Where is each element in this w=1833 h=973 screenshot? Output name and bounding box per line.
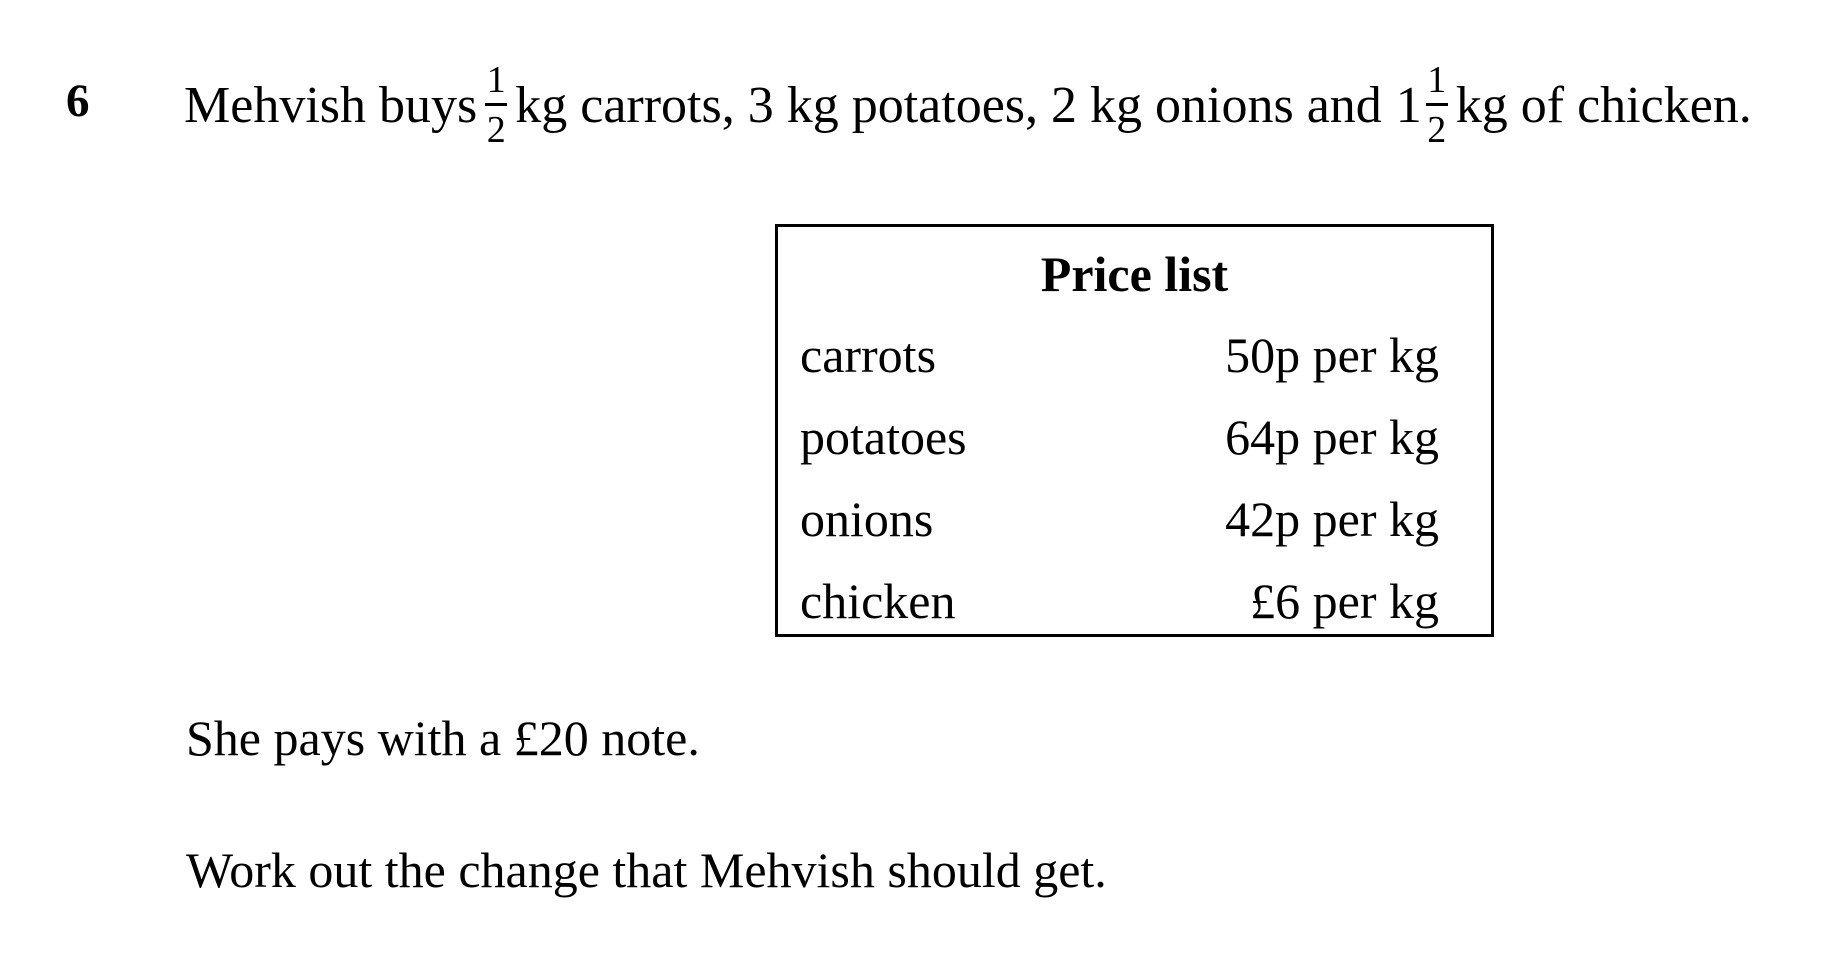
- question-text: [184, 50, 1752, 160]
- question-middle-text: kg carrots, 3 kg potatoes, 2 kg onions and: [515, 76, 1382, 134]
- price-item: onions: [800, 491, 934, 547]
- fraction-bar: [485, 103, 507, 106]
- payment-text: She pays with a £20 note.: [186, 710, 700, 766]
- price-value: 64p per kg: [1225, 409, 1439, 465]
- price-row-carrots: [800, 325, 1439, 385]
- price-value: 50p per kg: [1225, 327, 1439, 383]
- price-row-chicken: [800, 571, 1439, 631]
- fraction-denominator: 2: [1427, 109, 1447, 151]
- price-item: chicken: [800, 573, 956, 629]
- chicken-whole-number: 1: [1395, 76, 1422, 134]
- fraction-numerator: 1: [1427, 59, 1447, 101]
- fraction-denominator: 2: [486, 109, 506, 151]
- chicken-fraction: [1426, 61, 1448, 149]
- price-value: £6 per kg: [1250, 573, 1439, 629]
- price-value: 42p per kg: [1225, 491, 1439, 547]
- price-row-potatoes: [800, 407, 1439, 467]
- price-row-onions: [800, 489, 1439, 549]
- price-item: carrots: [800, 327, 937, 383]
- price-list-box: [775, 224, 1494, 637]
- price-list-title: Price list: [1040, 246, 1229, 302]
- fraction-bar: [1426, 103, 1448, 106]
- question-number: 6: [66, 75, 90, 127]
- carrots-fraction: [485, 61, 507, 149]
- price-item: potatoes: [800, 409, 967, 465]
- question-end-text: kg of chicken.: [1455, 76, 1752, 134]
- instruction-text: Work out the change that Mehvish should get.: [186, 842, 1107, 898]
- fraction-numerator: 1: [486, 59, 506, 101]
- question-intro: Mehvish buys: [184, 76, 478, 134]
